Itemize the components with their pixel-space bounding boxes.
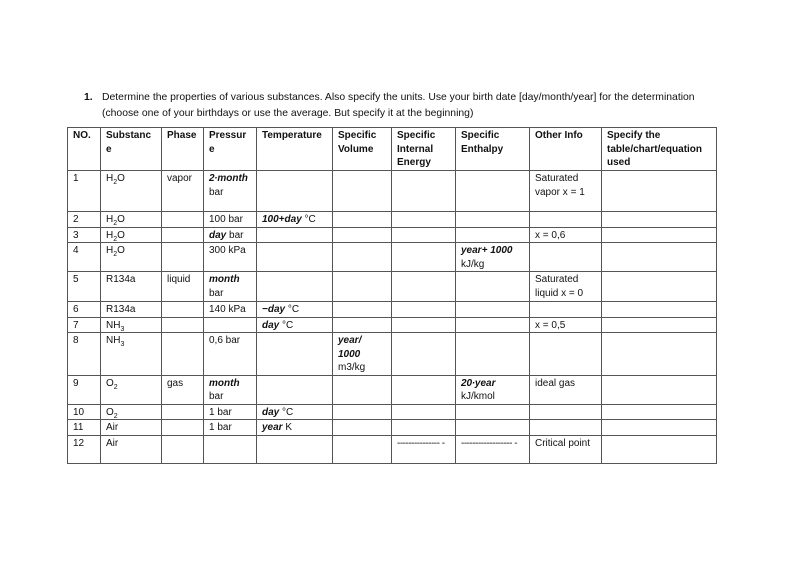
cell-other-info: x = 0,5 — [530, 317, 602, 333]
cell-phase — [162, 435, 204, 463]
header-row — [68, 128, 717, 171]
cell-pressure-expression: day — [209, 229, 227, 241]
task-number: 1. — [84, 92, 93, 103]
cell-phase — [162, 227, 204, 243]
cell-phase: liquid — [162, 272, 204, 302]
table-row — [68, 375, 717, 404]
cell-table-used — [602, 317, 717, 333]
cell-specific-volume — [333, 212, 392, 228]
substance-subscript: 2 — [113, 235, 118, 243]
cell-substance — [101, 435, 162, 463]
cell-phase — [162, 243, 204, 272]
cell-no: 12 — [68, 435, 101, 463]
cell-table-used — [602, 272, 717, 302]
substance-formula-rest: O — [117, 173, 125, 184]
cell-specific-internal-energy — [392, 375, 456, 404]
substance-subscript: 2 — [113, 179, 118, 186]
cell-substance — [101, 404, 162, 420]
cell-pressure-unit: 140 kPa — [209, 304, 246, 315]
header-specific-internal-energy: Specific Internal Energy — [392, 128, 456, 171]
cell-temperature — [257, 227, 333, 243]
cell-specific-internal-energy — [392, 302, 456, 318]
cell-specific-volume — [333, 435, 392, 463]
substance-formula: H — [106, 214, 114, 225]
header-other-info: Other Info — [530, 128, 602, 171]
table-row — [68, 435, 717, 463]
cell-substance — [101, 243, 162, 272]
cell-phase — [162, 302, 204, 318]
cell-specific-volume — [333, 420, 392, 436]
cell-specific-enthalpy — [456, 317, 530, 333]
cell-table-used — [602, 212, 717, 228]
cell-specific-enthalpy — [456, 302, 530, 318]
cell-other-info — [530, 302, 602, 318]
substance-formula: Air — [106, 422, 119, 433]
table-row — [68, 302, 717, 318]
cell-temperature-unit: °C — [279, 319, 294, 331]
cell-pressure-unit: bar — [209, 186, 224, 198]
cell-pressure — [204, 302, 257, 318]
substance-formula-rest: O — [117, 214, 125, 225]
cell-specific-volume-expression: year/ 1000 — [338, 335, 362, 360]
header-specific-volume: Specific Volume — [333, 128, 392, 171]
substance-formula-rest: O — [117, 229, 125, 241]
cell-specific-volume — [333, 227, 392, 243]
task-instruction — [84, 90, 724, 122]
table-row — [68, 272, 717, 302]
cell-specific-volume — [333, 317, 392, 333]
cell-specific-enthalpy — [456, 333, 530, 376]
cell-specific-enthalpy-unit: ------------------ - — [461, 437, 518, 449]
substance-subscript: 2 — [113, 412, 118, 420]
cell-pressure — [204, 317, 257, 333]
cell-phase — [162, 404, 204, 420]
cell-phase — [162, 317, 204, 333]
cell-other-info: Saturated vapor x = 1 — [530, 171, 602, 212]
cell-temperature-expression: day — [262, 319, 280, 331]
cell-pressure-unit: 100 bar — [209, 214, 243, 225]
cell-specific-internal-energy — [392, 317, 456, 333]
cell-specific-internal-energy — [392, 272, 456, 302]
cell-other-info — [530, 243, 602, 272]
cell-temperature-unit: °C — [285, 304, 300, 315]
cell-other-info — [530, 333, 602, 376]
cell-pressure — [204, 333, 257, 376]
cell-specific-volume — [333, 375, 392, 404]
table-row — [68, 212, 717, 228]
cell-specific-volume — [333, 243, 392, 272]
substance-formula: H — [106, 229, 114, 241]
cell-phase — [162, 212, 204, 228]
cell-no: 4 — [68, 243, 101, 272]
cell-specific-enthalpy — [456, 404, 530, 420]
cell-table-used — [602, 243, 717, 272]
cell-temperature — [257, 212, 333, 228]
substance-formula: R134a — [106, 274, 136, 285]
cell-other-info: ideal gas — [530, 375, 602, 404]
cell-temperature — [257, 435, 333, 463]
cell-substance — [101, 420, 162, 436]
cell-no: 6 — [68, 302, 101, 318]
cell-specific-volume — [333, 272, 392, 302]
cell-pressure-unit: bar — [209, 287, 224, 299]
cell-specific-internal-energy — [392, 420, 456, 436]
header-temperature: Temperature — [257, 128, 333, 171]
substance-formula: H — [106, 173, 114, 184]
cell-pressure — [204, 243, 257, 272]
cell-pressure — [204, 227, 257, 243]
cell-no: 1 — [68, 171, 101, 212]
cell-specific-internal-energy — [392, 171, 456, 212]
task-text: Determine the properties of various substances. Also specify the units. Use your birth date [day/month/year] for the determination (choose one of your birthdays or use the average. But specify it at the beginning) — [102, 92, 695, 119]
cell-table-used — [602, 302, 717, 318]
cell-specific-internal-energy-unit: --------------- - — [397, 437, 445, 449]
cell-no: 5 — [68, 272, 101, 302]
cell-specific-volume — [333, 302, 392, 318]
table-row — [68, 243, 717, 272]
cell-specific-enthalpy-unit: kJ/kmol — [461, 391, 495, 402]
cell-pressure — [204, 212, 257, 228]
cell-pressure-unit: 1 bar — [209, 422, 232, 433]
cell-temperature — [257, 302, 333, 318]
cell-other-info: Critical point — [530, 435, 602, 463]
cell-substance — [101, 375, 162, 404]
cell-temperature — [257, 171, 333, 212]
cell-table-used — [602, 435, 717, 463]
cell-other-info: x = 0,6 — [530, 227, 602, 243]
cell-specific-internal-energy — [392, 333, 456, 376]
cell-substance — [101, 227, 162, 243]
cell-temperature — [257, 420, 333, 436]
cell-table-used — [602, 375, 717, 404]
cell-temperature — [257, 375, 333, 404]
cell-pressure-expression: month — [209, 274, 240, 285]
cell-substance — [101, 212, 162, 228]
cell-no: 11 — [68, 420, 101, 436]
cell-table-used — [602, 420, 717, 436]
cell-temperature-expression: −day — [262, 304, 286, 315]
cell-other-info — [530, 420, 602, 436]
table-row — [68, 227, 717, 243]
cell-no: 3 — [68, 227, 101, 243]
table-row — [68, 404, 717, 420]
cell-other-info: Saturated liquid x = 0 — [530, 272, 602, 302]
cell-specific-enthalpy — [456, 420, 530, 436]
cell-pressure-unit: 300 kPa — [209, 245, 246, 256]
substance-subscript: 2 — [113, 383, 118, 391]
cell-temperature-expression: 100+day — [262, 214, 302, 225]
header-table-used: Specify the table/chart/equation used — [602, 128, 717, 171]
cell-specific-enthalpy-expression: 20∙year — [461, 377, 496, 389]
cell-temperature-unit: °C — [301, 214, 316, 225]
cell-pressure — [204, 272, 257, 302]
cell-no: 9 — [68, 375, 101, 404]
cell-specific-enthalpy — [456, 375, 530, 404]
cell-table-used — [602, 171, 717, 212]
cell-no: 7 — [68, 317, 101, 333]
substance-formula: Air — [106, 437, 119, 449]
cell-temperature — [257, 272, 333, 302]
cell-pressure — [204, 375, 257, 404]
substance-subscript: 2 — [113, 220, 118, 227]
cell-specific-enthalpy-unit: kJ/kg — [461, 258, 485, 270]
cell-substance — [101, 302, 162, 318]
cell-specific-internal-energy — [392, 243, 456, 272]
cell-specific-enthalpy-expression: year+ 1000 — [461, 245, 513, 256]
cell-temperature-expression: year — [262, 422, 283, 433]
cell-specific-volume-unit: m3/kg — [338, 362, 366, 373]
substance-formula: O — [106, 406, 114, 418]
substance-formula: O — [106, 377, 114, 389]
cell-pressure — [204, 171, 257, 212]
cell-pressure — [204, 420, 257, 436]
cell-temperature-unit: K — [282, 422, 293, 433]
cell-specific-internal-energy — [392, 227, 456, 243]
cell-table-used — [602, 227, 717, 243]
cell-pressure-unit: bar — [226, 229, 244, 241]
cell-specific-internal-energy — [392, 212, 456, 228]
header-phase: Phase — [162, 128, 204, 171]
table-row — [68, 171, 717, 212]
cell-phase — [162, 333, 204, 376]
substance-formula-rest: O — [117, 245, 125, 256]
table-row — [68, 420, 717, 436]
cell-specific-volume — [333, 333, 392, 376]
cell-other-info — [530, 404, 602, 420]
cell-temperature — [257, 404, 333, 420]
cell-pressure — [204, 435, 257, 463]
cell-temperature-expression: day — [262, 406, 280, 418]
cell-no: 8 — [68, 333, 101, 376]
cell-specific-enthalpy — [456, 435, 530, 463]
substance-formula: NH — [106, 335, 121, 346]
properties-table — [67, 127, 717, 464]
cell-phase: vapor — [162, 171, 204, 212]
substance-formula: R134a — [106, 304, 136, 315]
substance-subscript: 3 — [120, 325, 125, 333]
cell-temperature-unit: °C — [279, 406, 294, 418]
cell-specific-internal-energy — [392, 435, 456, 463]
cell-specific-enthalpy — [456, 171, 530, 212]
header-substance: Substance — [101, 128, 162, 171]
table-row — [68, 317, 717, 333]
cell-table-used — [602, 333, 717, 376]
substance-formula: H — [106, 245, 114, 256]
cell-substance — [101, 272, 162, 302]
cell-pressure — [204, 404, 257, 420]
cell-pressure-unit: 0,6 bar — [209, 335, 241, 346]
cell-phase — [162, 420, 204, 436]
cell-specific-volume — [333, 404, 392, 420]
cell-no: 2 — [68, 212, 101, 228]
cell-specific-enthalpy — [456, 243, 530, 272]
cell-specific-enthalpy — [456, 227, 530, 243]
cell-other-info — [530, 212, 602, 228]
cell-table-used — [602, 404, 717, 420]
cell-phase: gas — [162, 375, 204, 404]
header-no: NO. — [68, 128, 101, 171]
cell-substance — [101, 333, 162, 376]
cell-no: 10 — [68, 404, 101, 420]
cell-substance — [101, 317, 162, 333]
header-specific-enthalpy: Specific Enthalpy — [456, 128, 530, 171]
cell-pressure-unit: 1 bar — [209, 406, 232, 418]
cell-pressure-expression: month — [209, 377, 240, 389]
cell-pressure-expression: 2∙month — [209, 173, 248, 184]
header-pressure: Pressure — [204, 128, 257, 171]
table-row — [68, 333, 717, 376]
cell-specific-enthalpy — [456, 272, 530, 302]
cell-temperature — [257, 243, 333, 272]
cell-temperature — [257, 317, 333, 333]
cell-temperature — [257, 333, 333, 376]
cell-substance — [101, 171, 162, 212]
substance-subscript: 2 — [113, 251, 118, 258]
cell-specific-volume — [333, 171, 392, 212]
substance-formula: NH — [106, 319, 121, 331]
cell-specific-enthalpy — [456, 212, 530, 228]
cell-pressure-unit: bar — [209, 391, 224, 402]
cell-specific-internal-energy — [392, 404, 456, 420]
substance-subscript: 3 — [120, 341, 125, 348]
